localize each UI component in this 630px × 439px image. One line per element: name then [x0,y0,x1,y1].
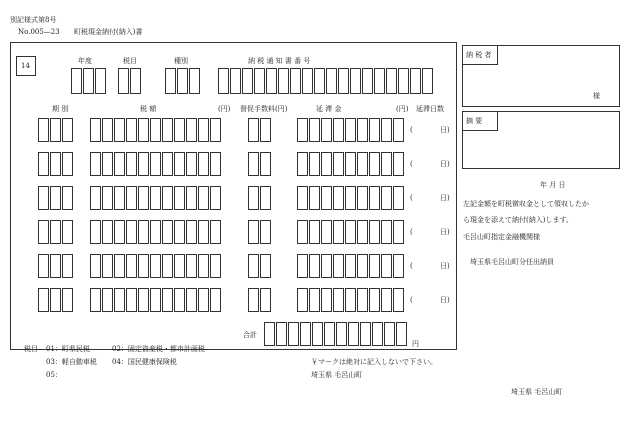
delay-day-unit: 日) [440,160,450,168]
col-fee: 督促手数料(円) [240,105,288,113]
total-yen: 円 [412,340,419,348]
fee-cells[interactable] [248,254,272,278]
tax-amount-cells[interactable] [90,220,222,244]
col-period: 期 別 [52,105,69,113]
taxpayer-label: 納 税 者 [466,51,492,59]
date-line: 年 月 日 [540,181,566,189]
col-yen-1: (円) [218,105,231,113]
label-notice-no: 納 税 通 知 書 番 号 [248,57,311,65]
legend-04: 04：国民健康保険税 [112,358,177,366]
taxpayer-box[interactable] [462,45,620,107]
code-box [16,56,36,76]
legend-head: 税目 [24,345,38,353]
delay-day-unit: 日) [440,194,450,202]
legend-05: 05： [46,371,62,379]
period-cells[interactable] [38,288,74,312]
penalty-cells[interactable] [297,220,405,244]
tax-amount-cells[interactable] [90,254,222,278]
delay-day-unit: 日) [440,296,450,304]
penalty-cells[interactable] [297,254,405,278]
form-name: 別記様式第8号 [10,16,57,24]
period-cells[interactable] [38,220,74,244]
fee-cells[interactable] [248,220,272,244]
penalty-cells[interactable] [297,186,405,210]
tax-item-cells[interactable] [118,68,142,94]
period-cells[interactable] [38,254,74,278]
type-cells[interactable] [165,68,201,94]
memo-label: 摘 要 [466,117,483,125]
tax-amount-cells[interactable] [90,288,222,312]
penalty-cells[interactable] [297,118,405,142]
delay-open-paren: ( [410,194,413,202]
code-box-value: 14 [21,62,30,70]
col-tax-amount: 税 額 [140,105,157,113]
col-yen-2: (円) [396,105,409,113]
period-cells[interactable] [38,152,74,176]
delay-day-unit: 日) [440,126,450,134]
label-type: 種別 [174,57,188,65]
total-cells[interactable] [264,322,408,346]
receipt-text-1: 左記金額を町税徴収金として領収したか [463,200,589,208]
legend-02: 02：固定資産税・都市計画税 [112,345,205,353]
notice-number-cells[interactable] [218,68,434,94]
delay-day-unit: 日) [440,262,450,270]
designated-bank: 毛呂山町指定金融機関様 [463,233,540,241]
town-stamp-2: 埼玉県 毛呂山町 [511,388,563,396]
receipt-text-2: ら現金を添えて納付(納入)します。 [463,216,573,224]
delay-open-paren: ( [410,228,413,236]
collector: 埼玉県毛呂山町分任出納員 [470,258,554,266]
fee-cells[interactable] [248,118,272,142]
delay-open-paren: ( [410,262,413,270]
fee-cells[interactable] [248,288,272,312]
fee-cells[interactable] [248,186,272,210]
sama-honorific: 様 [593,92,600,100]
total-label: 合計 [243,331,257,339]
delay-day-unit: 日) [440,228,450,236]
form-title: 町税現金納付(納入)書 [74,28,143,36]
tax-amount-cells[interactable] [90,186,222,210]
penalty-cells[interactable] [297,152,405,176]
period-cells[interactable] [38,186,74,210]
period-cells[interactable] [38,118,74,142]
tax-amount-cells[interactable] [90,118,222,142]
year-cells[interactable] [71,68,107,94]
legend-01: 01：町県民税 [46,345,90,353]
tax-amount-cells[interactable] [90,152,222,176]
fee-cells[interactable] [248,152,272,176]
taxpayer-label-box [462,45,498,65]
memo-label-box [462,111,498,131]
delay-open-paren: ( [410,126,413,134]
delay-open-paren: ( [410,160,413,168]
legend-03: 03：軽自動車税 [46,358,97,366]
col-penalty: 延 滞 金 [316,105,342,113]
town-stamp-1: 埼玉県 毛呂山町 [311,371,363,379]
memo-box[interactable] [462,111,620,169]
label-tax-item: 税目 [123,57,137,65]
penalty-cells[interactable] [297,288,405,312]
delay-open-paren: ( [410,296,413,304]
col-delay-days: 延滞日数 [416,105,444,113]
form-number: No.005—23 [18,28,60,36]
yen-mark-note: ￥マークは絶対に記入しないで下さい。 [311,358,437,366]
label-year: 年度 [78,57,92,65]
